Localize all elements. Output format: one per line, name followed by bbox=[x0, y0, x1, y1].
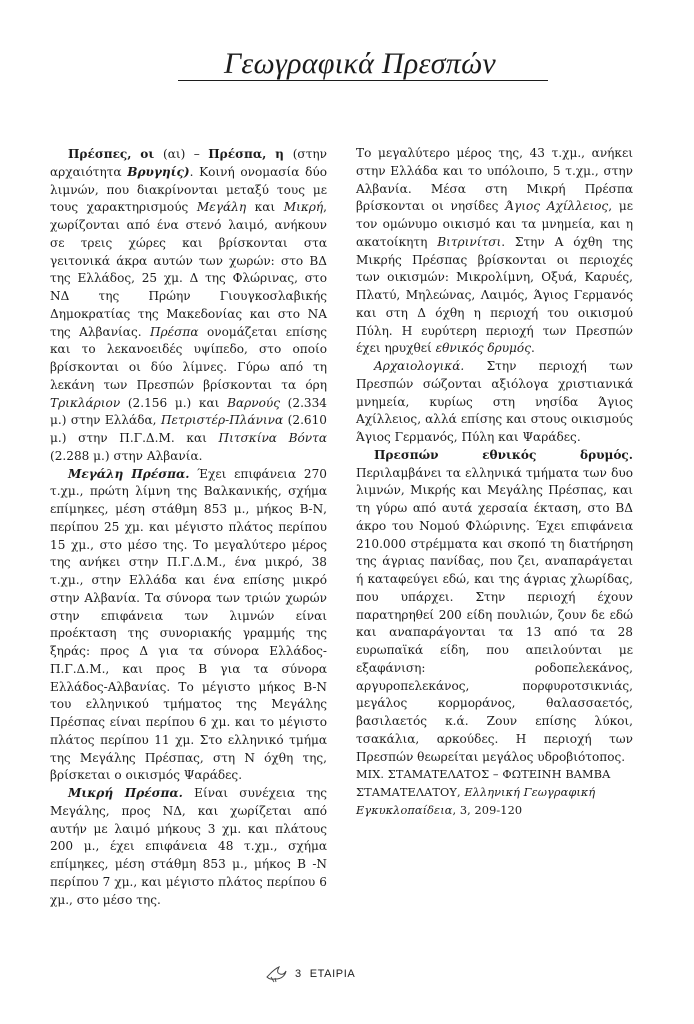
page-title: Γεωγραφικά Πρεσπών bbox=[224, 47, 496, 80]
text-run: (αι) – bbox=[163, 147, 209, 161]
text-run: Άγιος Αχίλλειος bbox=[505, 199, 609, 214]
text-run: (2.156 μ.) και bbox=[120, 395, 228, 410]
text-run: Πρέσπα bbox=[150, 324, 199, 339]
text-run: Το μεγαλύτερο μέρος της, 43 τ.χμ., ανήκει στην Ελλάδα και το υπόλοιπο, 5 τ.χμ., στην Αλβανία. Μέσα στη Μικρή Πρέσπα βρίσκονται οι νησίδες bbox=[356, 146, 633, 214]
paragraph-mikri-prespa bbox=[50, 785, 327, 909]
paragraph-megali-prespa bbox=[50, 466, 327, 786]
text-run: Είναι συνέχεια της Μεγάλης, προς ΝΔ, και χωρίζεται από αυτήν με λαιμό μήκους 3 χμ. και πλάτους 200 μ., έχει επιφάνεια 48 τ.χμ., σχήμα επίμηκες, μέση στάθμη 853 μ., μήκος Β -Ν περίπου 7 χμ., και μέγιστο πλάτος περίπου 6 χμ., στο μέσο της. bbox=[50, 786, 327, 907]
text-run: Τρικλάριον bbox=[50, 395, 121, 410]
text-run: , με τον ομώνυμο οικισμό και τα μνημεία, και η ακατοίκητη bbox=[356, 199, 633, 249]
text-run: ΜΙΧ. ΣΤΑΜΑΤΕΛΑΤΟΣ – ΦΩΤΕΙΝΗ ΒΑΜΒΑ ΣΤΑΜΑΤΕΛΑΤΟΥ, bbox=[356, 768, 611, 799]
text-run: . Κοινή ονομασία δύο λιμνών, που διακρίνονται μεταξύ τους με τους χαρακτηρισμούς bbox=[50, 164, 327, 215]
publisher-name: ΕΤΑΙΡΙΑ bbox=[309, 968, 356, 980]
text-run: Έχει επιφάνεια 270 τ.χμ., πρώτη λίμνη της Βαλκανικής, σχήμα επίμηκες, μέση στάθμη 853 μ., μήκος Β-Ν, περίπου 25 χμ. και μέγιστο πλάτος περίπου 15 χμ., στο μέσο της. Το μεγαλύτερο μέρος της ανήκει στην Π.Γ.Δ.Μ., ένα μικρό, 38 τ.χμ., στην Ελλάδα και ένα επίσης μικρό στην Αλβανία. Τα σύνορα των τριών χωρών στην επιφάνεια των λιμνών είναι προέκταση της συνοριακής γραμμής της ξηράς: προς Δ για τα σύνορα Ελλάδος-Π.Γ.Δ.Μ., και προς Β για τα σύνορα Ελλάδος-Αλβανίας. Το μέγιστο μήκος Β-Ν του ελληνικού τμήματος της Μεγάλης Πρέσπας είναι περίπου 6 χμ. και το μέγιστο πλάτος περίπου 11 χμ. Στο ελληνικό τμήμα της Μεγάλης Πρέσπας, στη Ν όχθη της, βρίσκεται ο οικισμός Ψαράδες. bbox=[50, 466, 328, 783]
text-run: Μεγάλη bbox=[196, 200, 247, 215]
text-run: (στην αρχαιότητα bbox=[50, 147, 327, 179]
left-column bbox=[50, 146, 327, 909]
text-run: Πετριστέρ-Πλάνινα bbox=[160, 413, 284, 428]
text-run: και bbox=[246, 200, 284, 215]
paragraph-national-park bbox=[356, 447, 633, 767]
text-run: Βιτρινίτσι bbox=[437, 234, 502, 249]
text-run: εθνικός δρυμός bbox=[435, 341, 531, 356]
text-run: ονομάζεται επίσης και το λεκανοειδές υψίπεδο, στο οποίο βρίσκονται οι δύο λίμνες. Γύρω από τη λεκάνη των Πρεσπών βρίσκονται τα όρη bbox=[50, 324, 327, 392]
title-underline bbox=[178, 80, 548, 81]
text-run: , 3, 209-120 bbox=[452, 803, 523, 817]
text-run: Μεγάλη Πρέσπα. bbox=[68, 466, 190, 481]
text-run: Στην περιοχή των Πρεσπών σώζονται αξιόλογα χριστιανικά μνημεία, κυρίως στη νησίδα Άγιος Αχίλλειος, αλλά επίσης και στους οικισμούς Άγιος Γερμανός, Πύλη και Ψαράδες. bbox=[356, 359, 633, 444]
text-run: Βαρνούς bbox=[227, 395, 280, 410]
text-run: (2.610 μ.) στην Π.Γ.Δ.Μ. και bbox=[50, 413, 327, 445]
text-run: , χωρίζονται από ένα στενό λαιμό, ανήκουν σε τρεις χώρες και βρίσκονται στα γειτονικά άκρα αυτών των χωρών: στο ΒΔ της Ελλάδος, 25 χμ. Δ της Φλώρινας, στο ΝΔ της Πρώην Γιουγκοσλαβικής Δημοκρατίας της Μακεδονίας και στο ΝΑ της Αλβανίας. bbox=[50, 200, 327, 339]
page-footer bbox=[265, 965, 355, 983]
text-run: Αρχαιολογικά. bbox=[374, 359, 465, 373]
paragraph-prespes-definition bbox=[50, 146, 327, 466]
text-run: Πρέσπες, οι bbox=[68, 147, 164, 161]
text-run: . Στην Α όχθη της Μικρής Πρέσπας βρίσκονται οι περιοχές των οικισμών: Μικρολίμνη, Οξυά, Καρυές, Πλατύ, Μηλεώνας, Λαιμός, Άγιος Γερμανός και στη Δ όχθη η περιοχή του οικισμού Πύλη. Η ευρύτερη περιοχή των Πρεσπών έχει ηρυχθεί bbox=[356, 234, 633, 356]
text-run: Ελληνική Γεωγραφική Εγκυκλοπαίδεια bbox=[356, 786, 596, 817]
paragraph-mikri-prespa-continued bbox=[356, 145, 633, 358]
right-column bbox=[356, 145, 633, 820]
text-run: (2.288 μ.) στην Αλβανία. bbox=[50, 448, 203, 463]
text-run: . bbox=[530, 341, 535, 356]
text-run: Πρεσπών εθνικός δρυμός. bbox=[374, 447, 633, 462]
paragraph-archaeology bbox=[356, 358, 633, 447]
text-run: Μικρή bbox=[283, 200, 324, 215]
bird-logo-icon bbox=[265, 965, 287, 983]
text-run: (2.334 μ.) στην Ελλάδα, bbox=[50, 395, 328, 428]
page-number: 3 bbox=[295, 968, 302, 980]
source-citation bbox=[356, 766, 633, 819]
text-run: Βρυγηίς) bbox=[127, 164, 190, 179]
text-run: Πρέσπα, η bbox=[208, 147, 293, 161]
text-run: Πιτσκίνα Βόντα bbox=[218, 431, 327, 445]
text-run: Περιλαμβάνει τα ελληνικά τμήματα των δυο λιμνών, Μικρής και Μεγάλης Πρέσπας, και τη γύρω από αυτά χερσαία έκταση, στο ΒΔ άκρο του Νομού Φλώρινης. Έχει επιφάνεια 210.000 στρέμματα και σκοπό τη διατήρηση της άγριας πανίδας, που ζει, αναπαράγεται ή καταφεύγει εδώ, και της άγριας χλωρίδας, που υπάρχει. Στην περιοχή έχουν παρατηρηθεί 200 είδη πουλιών, ζουν δε εδώ και αναπαράγονται τα 13 από τα 28 ευρωπαϊκά είδη, που απειλούνται με εξαφάνιση: ροδοπελεκάνος, αργυροπελεκάνος, πορφυροτσικνιάς, μεγάλος κορμοράνος, θαλασσαετός, βασιλαετός κ.ά. Ζουν επίσης λύκοι, τσακάλια, αρκούδες. Η περιοχή των Πρεσπών θεωρείται μεγάλος υδροβιότοπος. bbox=[356, 465, 633, 764]
text-run: Μικρή Πρέσπα. bbox=[68, 786, 183, 800]
